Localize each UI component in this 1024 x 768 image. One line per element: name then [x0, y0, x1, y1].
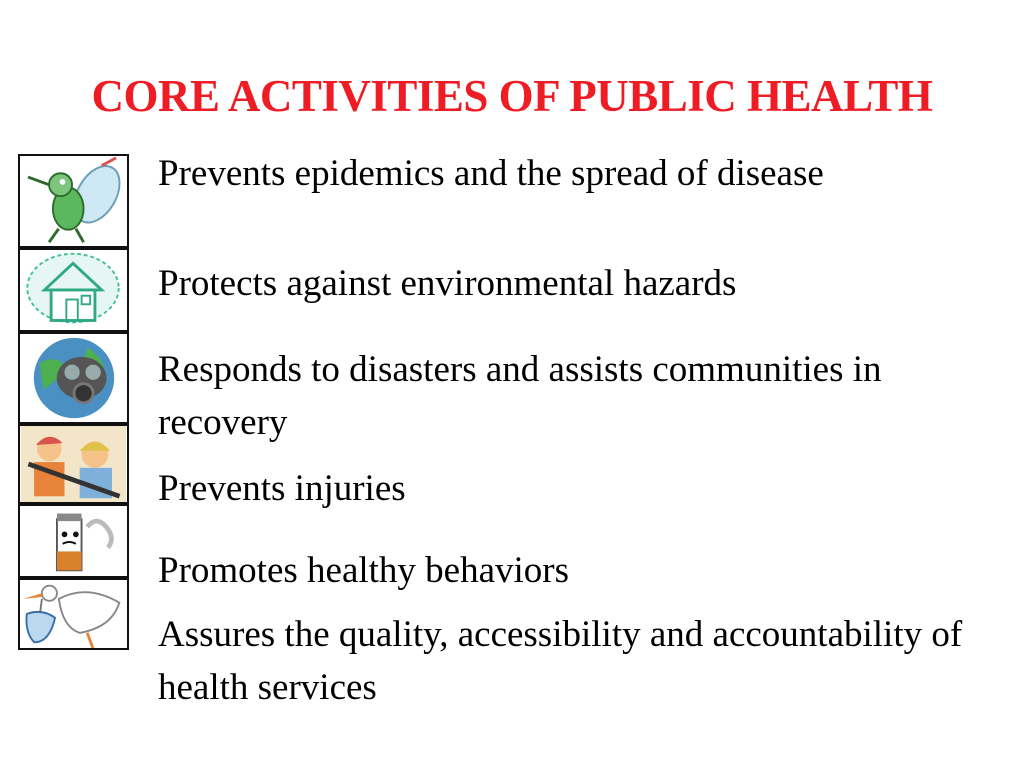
list-item-disaster-response: Responds to disasters and assists communities in recovery: [158, 349, 882, 443]
list-item-health-services: Assures the quality, accessibility and accountability of health services: [158, 614, 963, 708]
gas-mask-globe-icon: [18, 332, 129, 424]
mosquito-icon: [18, 154, 129, 248]
smoking-cigarette-icon: [18, 504, 129, 578]
list-item-healthy-behaviors: Promotes healthy behaviors: [158, 550, 570, 591]
list-item-prevent-injuries: Prevents injuries: [158, 468, 406, 509]
page-title: CORE ACTIVITIES OF PUBLIC HEALTH: [91, 71, 933, 121]
list-item-prevent-epidemics: Prevents epidemics and the spread of disease: [158, 153, 824, 194]
house-icon: [18, 248, 129, 332]
stork-baby-icon: [18, 578, 129, 650]
seatbelt-family-icon: [18, 424, 129, 504]
list-item-environmental-hazards: Protects against environmental hazards: [158, 263, 737, 304]
